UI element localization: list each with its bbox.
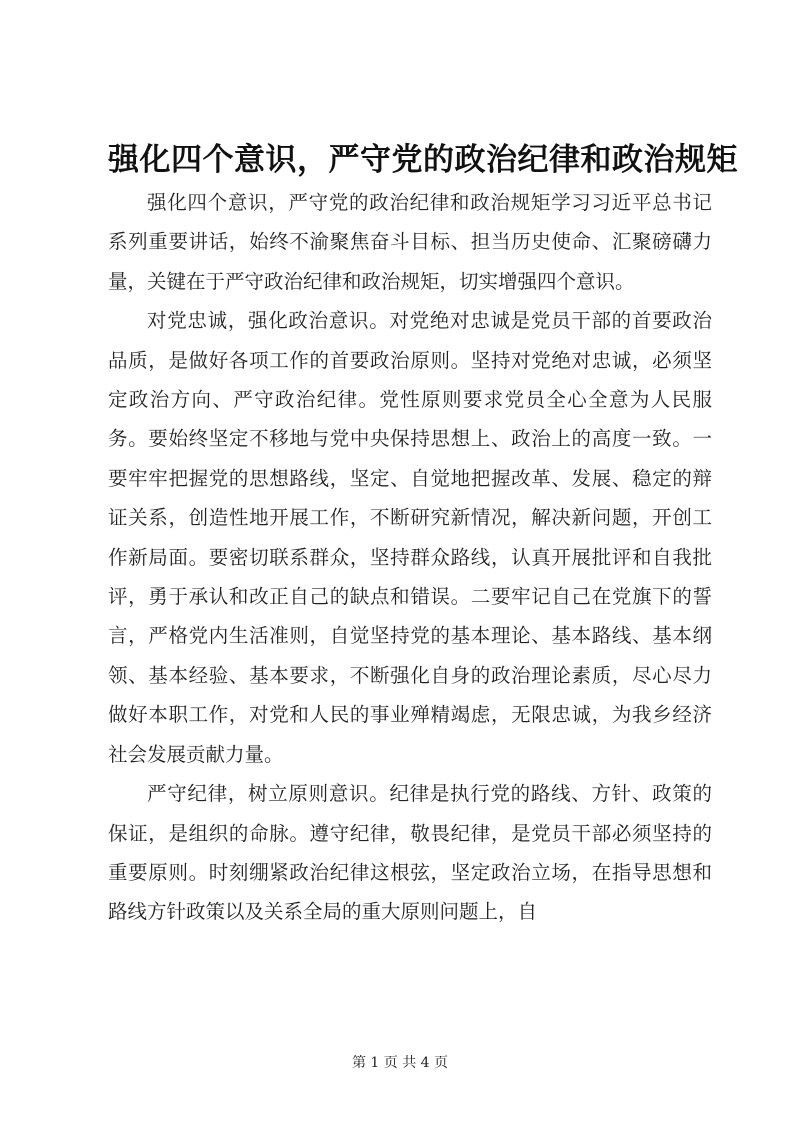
page-number-footer: 第 1 页 共 4 页: [351, 1055, 449, 1071]
paragraph-discipline: 严守纪律，树立原则意识。纪律是执行党的路线、方针、政策的保证，是组织的命脉。遵守纪律，敬畏纪律，是党员干部必须坚持的重要原则。时刻绷紧政治纪律这根弦，坚定政治立场，在指导思想和路线方针政策以及关系全局的重大原则问题上，自: [108, 782, 712, 924]
paragraph-intro: 强化四个意识，严守党的政治纪律和政治规矩学习习近平总书记系列重要讲话，始终不渝聚焦奋斗目标、担当历史使命、汇聚磅礴力量，关键在于严守政治纪律和政治规矩，切实增强四个意识。: [108, 191, 712, 293]
document-body: [108, 183, 712, 932]
document-title: 强化四个意识，严守党的政治纪律和政治规矩: [108, 142, 738, 178]
paragraph-loyalty: 对党忠诚，强化政治意识。对党绝对忠诚是党员干部的首要政治品质，是做好各项工作的首要政治原则。坚持对党绝对忠诚，必须坚定政治方向、严守政治纪律。党性原则要求党员全心全意为人民服务。要始终坚定不移地与党中央保持思想上、政治上的高度一致。一要牢牢把握党的思想路线，坚定、自觉地把握改革、发展、稳定的辩证关系，创造性地开展工作，不断研究新情况，解决新问题，开创工作新局面。要密切联系群众，坚持群众路线，认真开展批评和自我批评，勇于承认和改正自己的缺点和错误。二要牢记自己在党旗下的誓言，严格党内生活准则，自觉坚持党的基本理论、基本路线、基本纲领、基本经验、基本要求，不断强化自身的政治理论素质，尽心尽力做好本职工作，对党和人民的事业殚精竭虑，无限忠诚，为我乡经济社会发展贡献力量。: [108, 309, 712, 766]
